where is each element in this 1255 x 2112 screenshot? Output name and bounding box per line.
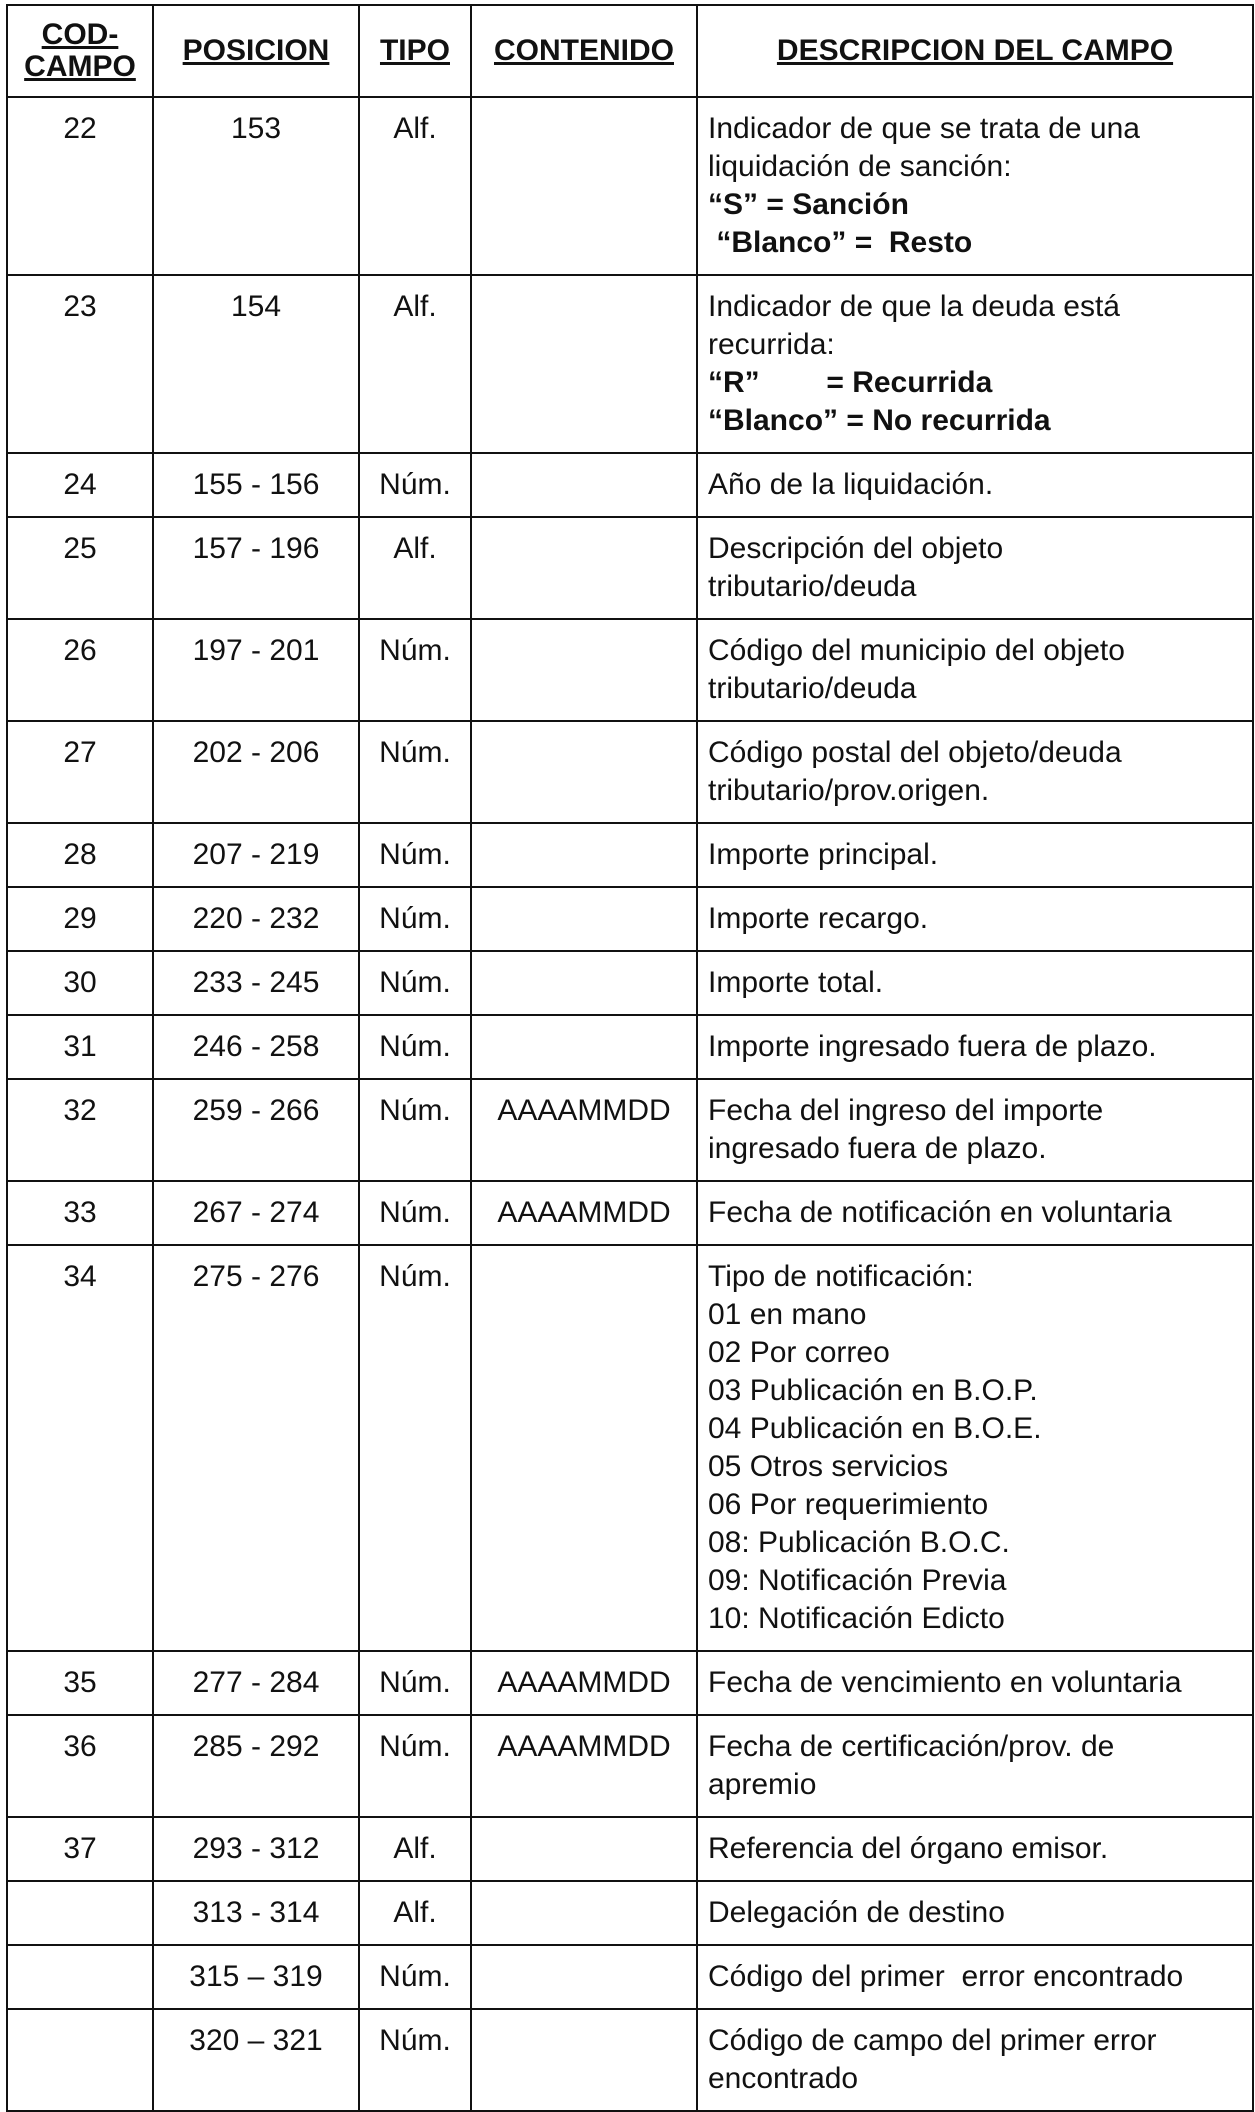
cell-tipo: Núm.: [359, 823, 471, 887]
cell-contenido: [471, 823, 697, 887]
cell-cod-campo: 31: [7, 1015, 153, 1079]
cell-posicion: 246 - 258: [153, 1015, 359, 1079]
document-page: [6, 4, 1254, 2112]
cell-cod-campo: 24: [7, 453, 153, 517]
table-row: [7, 2009, 1253, 2111]
description-bold-line: “Blanco” = Resto: [708, 226, 973, 259]
cell-posicion: 259 - 266: [153, 1079, 359, 1181]
description-line: Tipo de notificación:: [708, 1260, 974, 1293]
cell-tipo: Núm.: [359, 951, 471, 1015]
cell-descripcion: [697, 721, 1253, 823]
cell-descripcion: [697, 1651, 1253, 1715]
description-line: Código postal del objeto/deuda: [708, 736, 1122, 769]
table-row: [7, 1245, 1253, 1651]
cell-tipo: Núm.: [359, 1015, 471, 1079]
description-line: 02 Por correo: [708, 1336, 890, 1369]
cell-posicion: 277 - 284: [153, 1651, 359, 1715]
cell-descripcion: [697, 1881, 1253, 1945]
table-row: [7, 1079, 1253, 1181]
cell-tipo: Alf.: [359, 1881, 471, 1945]
description-bold-line: “Blanco” = No recurrida: [708, 404, 1051, 437]
cell-cod-campo: 22: [7, 97, 153, 275]
cell-contenido: [471, 97, 697, 275]
description-line: Indicador de que se trata de una: [708, 112, 1140, 145]
header-descripcion: DESCRIPCION DEL CAMPO: [697, 5, 1253, 97]
table-row: [7, 1651, 1253, 1715]
cell-contenido: [471, 517, 697, 619]
cell-cod-campo: 36: [7, 1715, 153, 1817]
cell-posicion: 313 - 314: [153, 1881, 359, 1945]
cell-tipo: Núm.: [359, 1651, 471, 1715]
cell-tipo: Núm.: [359, 1715, 471, 1817]
description-line: 03 Publicación en B.O.P.: [708, 1374, 1038, 1407]
cell-descripcion: [697, 275, 1253, 453]
table-row: [7, 453, 1253, 517]
cell-posicion: 233 - 245: [153, 951, 359, 1015]
description-line: Año de la liquidación.: [708, 468, 994, 501]
cell-posicion: 320 – 321: [153, 2009, 359, 2111]
table-row: [7, 721, 1253, 823]
cell-posicion: 220 - 232: [153, 887, 359, 951]
cell-posicion: 267 - 274: [153, 1181, 359, 1245]
description-line: 10: Notificación Edicto: [708, 1602, 1005, 1635]
cell-descripcion: [697, 1817, 1253, 1881]
table-row: [7, 887, 1253, 951]
table-row: [7, 1015, 1253, 1079]
cell-descripcion: [697, 1945, 1253, 2009]
cell-posicion: 285 - 292: [153, 1715, 359, 1817]
description-line: Código del primer error encontrado: [708, 1960, 1184, 1993]
header-tipo: TIPO: [359, 5, 471, 97]
description-line: Fecha de vencimiento en voluntaria: [708, 1666, 1182, 1699]
cell-cod-campo: 33: [7, 1181, 153, 1245]
cell-contenido: [471, 453, 697, 517]
cell-descripcion: [697, 1715, 1253, 1817]
cell-cod-campo: [7, 1945, 153, 2009]
cell-contenido: [471, 1817, 697, 1881]
description-line: 04 Publicación en B.O.E.: [708, 1412, 1042, 1445]
cell-cod-campo: [7, 1881, 153, 1945]
cell-descripcion: [697, 887, 1253, 951]
description-line: Descripción del objeto: [708, 532, 1004, 565]
description-line: Importe principal.: [708, 838, 939, 871]
cell-posicion: 293 - 312: [153, 1817, 359, 1881]
field-spec-table: [6, 4, 1254, 2112]
description-line: Fecha de notificación en voluntaria: [708, 1196, 1172, 1229]
description-line: ingresado fuera de plazo.: [708, 1132, 1047, 1165]
cell-contenido: AAAAMMDD: [471, 1651, 697, 1715]
cell-tipo: Alf.: [359, 275, 471, 453]
table-row: [7, 1817, 1253, 1881]
cell-descripcion: [697, 97, 1253, 275]
cell-tipo: Núm.: [359, 1181, 471, 1245]
cell-contenido: AAAAMMDD: [471, 1181, 697, 1245]
cell-cod-campo: 26: [7, 619, 153, 721]
cell-posicion: 154: [153, 275, 359, 453]
description-line: Indicador de que la deuda está: [708, 290, 1120, 323]
header-cod-campo: [7, 5, 153, 97]
description-line: Código del municipio del objeto: [708, 634, 1125, 667]
cell-posicion: 207 - 219: [153, 823, 359, 887]
description-line: 08: Publicación B.O.C.: [708, 1526, 1010, 1559]
cell-tipo: Núm.: [359, 887, 471, 951]
description-line: liquidación de sanción:: [708, 150, 1012, 183]
cell-tipo: Alf.: [359, 97, 471, 275]
description-line: tributario/prov.origen.: [708, 774, 990, 807]
description-line: encontrado: [708, 2062, 859, 2095]
cell-contenido: [471, 887, 697, 951]
cell-descripcion: [697, 951, 1253, 1015]
cell-cod-campo: 28: [7, 823, 153, 887]
cell-posicion: 275 - 276: [153, 1245, 359, 1651]
cell-descripcion: [697, 517, 1253, 619]
cell-contenido: [471, 619, 697, 721]
cell-tipo: Núm.: [359, 721, 471, 823]
cell-posicion: 202 - 206: [153, 721, 359, 823]
cell-cod-campo: 23: [7, 275, 153, 453]
cell-descripcion: [697, 1079, 1253, 1181]
description-line: Delegación de destino: [708, 1896, 1005, 1929]
cell-cod-campo: 34: [7, 1245, 153, 1651]
cell-cod-campo: 25: [7, 517, 153, 619]
cell-descripcion: [697, 823, 1253, 887]
cell-cod-campo: 32: [7, 1079, 153, 1181]
cell-contenido: [471, 1881, 697, 1945]
description-line: apremio: [708, 1768, 817, 1801]
cell-cod-campo: 35: [7, 1651, 153, 1715]
header-posicion: POSICION: [153, 5, 359, 97]
table-row: [7, 275, 1253, 453]
description-line: tributario/deuda: [708, 570, 917, 603]
table-row: [7, 1715, 1253, 1817]
cell-descripcion: [697, 1015, 1253, 1079]
cell-posicion: 155 - 156: [153, 453, 359, 517]
table-row: [7, 517, 1253, 619]
description-line: tributario/deuda: [708, 672, 917, 705]
cell-contenido: [471, 275, 697, 453]
cell-tipo: Alf.: [359, 517, 471, 619]
cell-contenido: [471, 1015, 697, 1079]
cell-tipo: Núm.: [359, 2009, 471, 2111]
description-line: 06 Por requerimiento: [708, 1488, 989, 1521]
cell-cod-campo: 37: [7, 1817, 153, 1881]
table-row: [7, 823, 1253, 887]
cell-descripcion: [697, 1245, 1253, 1651]
description-bold-line: “R” = Recurrida: [708, 366, 993, 399]
cell-tipo: Alf.: [359, 1817, 471, 1881]
table-row: [7, 951, 1253, 1015]
table-row: [7, 1945, 1253, 2009]
cell-contenido: [471, 951, 697, 1015]
cell-descripcion: [697, 2009, 1253, 2111]
cell-cod-campo: 27: [7, 721, 153, 823]
table-row: [7, 97, 1253, 275]
description-line: 09: Notificación Previa: [708, 1564, 1007, 1597]
description-line: recurrida:: [708, 328, 835, 361]
description-line: Fecha del ingreso del importe: [708, 1094, 1104, 1127]
cell-posicion: 197 - 201: [153, 619, 359, 721]
description-line: Importe recargo.: [708, 902, 929, 935]
cell-posicion: 315 – 319: [153, 1945, 359, 2009]
cell-contenido: AAAAMMDD: [471, 1715, 697, 1817]
cell-contenido: [471, 721, 697, 823]
description-bold-line: “S” = Sanción: [708, 188, 909, 221]
cell-contenido: [471, 2009, 697, 2111]
table-body: [7, 97, 1253, 2111]
cell-cod-campo: 29: [7, 887, 153, 951]
description-line: Importe ingresado fuera de plazo.: [708, 1030, 1157, 1063]
description-line: Referencia del órgano emisor.: [708, 1832, 1109, 1865]
cell-posicion: 157 - 196: [153, 517, 359, 619]
cell-descripcion: [697, 619, 1253, 721]
cell-contenido: AAAAMMDD: [471, 1079, 697, 1181]
header-contenido: CONTENIDO: [471, 5, 697, 97]
cell-contenido: [471, 1245, 697, 1651]
table-row: [7, 619, 1253, 721]
cell-tipo: Núm.: [359, 453, 471, 517]
cell-tipo: Núm.: [359, 619, 471, 721]
cell-descripcion: [697, 453, 1253, 517]
description-line: 05 Otros servicios: [708, 1450, 949, 1483]
header-cod-campo-text: COD- CAMPO: [24, 18, 136, 83]
description-line: Fecha de certificación/prov. de: [708, 1730, 1115, 1763]
cell-cod-campo: 30: [7, 951, 153, 1015]
cell-tipo: Núm.: [359, 1079, 471, 1181]
table-header-row: [7, 5, 1253, 97]
table-row: [7, 1181, 1253, 1245]
cell-contenido: [471, 1945, 697, 2009]
cell-descripcion: [697, 1181, 1253, 1245]
description-line: Importe total.: [708, 966, 884, 999]
cell-posicion: 153: [153, 97, 359, 275]
description-line: Código de campo del primer error: [708, 2024, 1157, 2057]
cell-tipo: Núm.: [359, 1945, 471, 2009]
cell-cod-campo: [7, 2009, 153, 2111]
cell-tipo: Núm.: [359, 1245, 471, 1651]
description-line: 01 en mano: [708, 1298, 867, 1331]
table-row: [7, 1881, 1253, 1945]
